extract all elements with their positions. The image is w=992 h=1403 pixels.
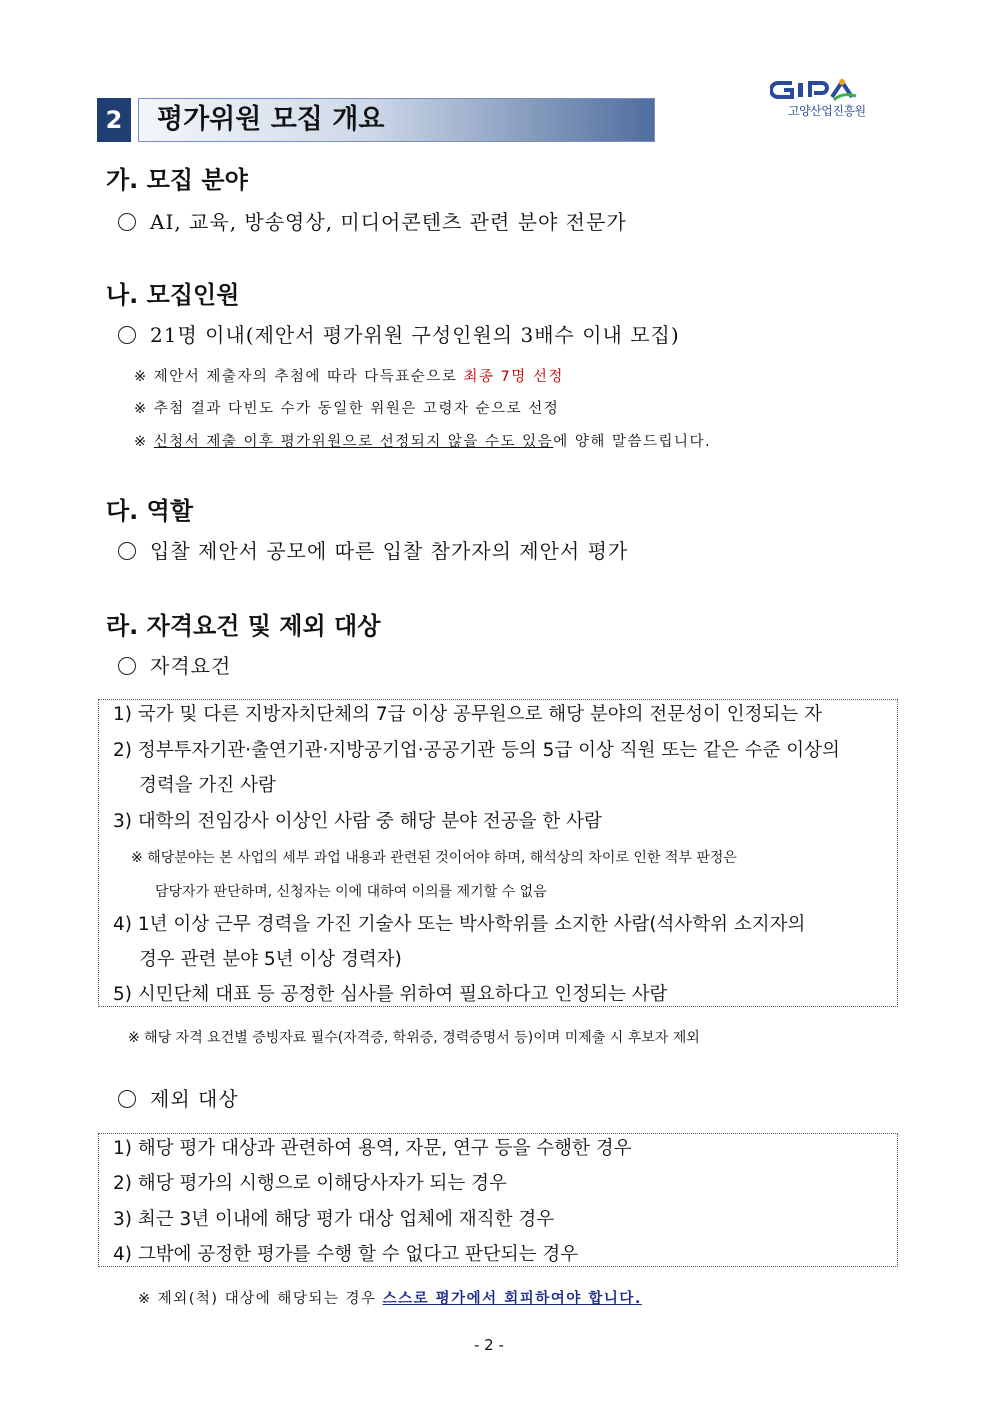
section-title: 평가위원 모집 개요: [157, 104, 385, 135]
bullet-qualification: [118, 650, 231, 679]
heading-ga: 가. 모집 분야: [106, 166, 248, 194]
heading-ra: 라. 자격요건 및 제외 대상: [106, 612, 381, 640]
qual-item-2b: 경력을 가진 사람: [139, 775, 276, 796]
excl-item-2: 2) 해당 평가의 시행으로 이해당사자가 되는 경우: [113, 1173, 507, 1194]
bullet-da: [118, 535, 628, 564]
bullet-na-text: 21명 이내(제안서 평가위원 구성인원의 3배수 이내 모집): [150, 323, 680, 347]
qualification-box: [98, 699, 898, 1007]
exclusion-note-emphasis: 스스로 평가에서 회피하여야 합니다.: [382, 1291, 642, 1307]
qual-item-4b: 경우 관련 분야 5년 이상 경력자): [139, 949, 402, 970]
bullet-exclusion: [118, 1083, 239, 1112]
qual-item-4a: 4) 1년 이상 근무 경력을 가진 기술사 또는 박사학위를 소지한 사람(석사학위 소지자의: [113, 914, 806, 935]
circle-bullet-icon: [118, 657, 136, 675]
note-na-3: [134, 430, 711, 451]
excl-item-1: 1) 해당 평가 대상과 관련하여 용역, 자문, 연구 등을 수행한 경우: [113, 1138, 632, 1159]
bullet-ga: [118, 206, 627, 235]
note-na-3-underline: 신청서 제출 이후 평가위원으로 선정되지 않을 수도 있음: [153, 434, 554, 450]
bullet-qualification-text: 자격요건: [150, 654, 232, 678]
qual-subnote-1: ※ 해당분야는 본 사업의 세부 과업 내용과 관련된 것이어야 하며, 해석상의 차이로 인한 적부 판정은: [131, 850, 737, 866]
circle-bullet-icon: [118, 542, 136, 560]
qual-item-5: 5) 시민단체 대표 등 공정한 심사를 위하여 필요하다고 인정되는 사람: [113, 984, 668, 1005]
gipa-logo-mark-icon: [770, 78, 900, 104]
exclusion-note: [138, 1287, 642, 1308]
note-na-2: ※ 추첨 결과 다빈도 수가 동일한 위원은 고령자 순으로 선정: [134, 401, 560, 417]
gipa-org-name: 고양산업진흥원: [788, 104, 866, 118]
bullet-da-text: 입찰 제안서 공모에 따른 입찰 참가자의 제안서 평가: [150, 539, 629, 563]
bullet-ga-text: AI, 교육, 방송영상, 미디어콘텐츠 관련 분야 전문가: [150, 210, 627, 234]
qual-subnote-2: 담당자가 판단하며, 신청자는 이에 대하여 이의를 제기할 수 없음: [155, 884, 547, 900]
note-na-1-text: ※ 제안서 제출자의 추첨에 따라 다득표순으로: [134, 369, 464, 385]
final-selection-highlight: 최종 7명 선정: [463, 369, 564, 385]
qualification-note: ※ 해당 자격 요건별 증빙자료 필수(자격증, 학위증, 경력증명서 등)이며 미제출 시 후보자 제외: [128, 1030, 700, 1046]
page-number: - 2 -: [474, 1336, 504, 1354]
bullet-na: [118, 319, 680, 348]
section-number: 2: [97, 98, 131, 142]
excl-item-3: 3) 최근 3년 이내에 해당 평가 대상 업체에 재직한 경우: [113, 1209, 555, 1230]
section-title-bar: [138, 98, 655, 142]
heading-da: 다. 역할: [106, 497, 194, 525]
qual-item-1: 1) 국가 및 다른 지방자치단체의 7급 이상 공무원으로 해당 분야의 전문성이 인정되는 자: [113, 704, 822, 725]
circle-bullet-icon: [118, 213, 136, 231]
circle-bullet-icon: [118, 1090, 136, 1108]
excl-item-4: 4) 그밖에 공정한 평가를 수행 할 수 없다고 판단되는 경우: [113, 1244, 579, 1265]
note-na-3-mark: ※: [134, 434, 154, 450]
exclusion-note-text: ※ 제외(척) 대상에 해당되는 경우: [138, 1291, 383, 1307]
gipa-logo: [770, 78, 900, 120]
exclusion-box: [98, 1133, 898, 1267]
qual-item-2a: 2) 정부투자기관·출연기관·지방공기업·공공기관 등의 5급 이상 직원 또는 같은 수준 이상의: [113, 740, 840, 761]
qual-item-3: 3) 대학의 전임강사 이상인 사람 중 해당 분야 전공을 한 사람: [113, 811, 602, 832]
heading-na: 나. 모집인원: [106, 281, 240, 309]
circle-bullet-icon: [118, 326, 136, 344]
note-na-3-suffix: 에 양해 말씀드립니다.: [553, 434, 712, 450]
note-na-1: [134, 365, 564, 386]
bullet-exclusion-text: 제외 대상: [150, 1087, 239, 1111]
